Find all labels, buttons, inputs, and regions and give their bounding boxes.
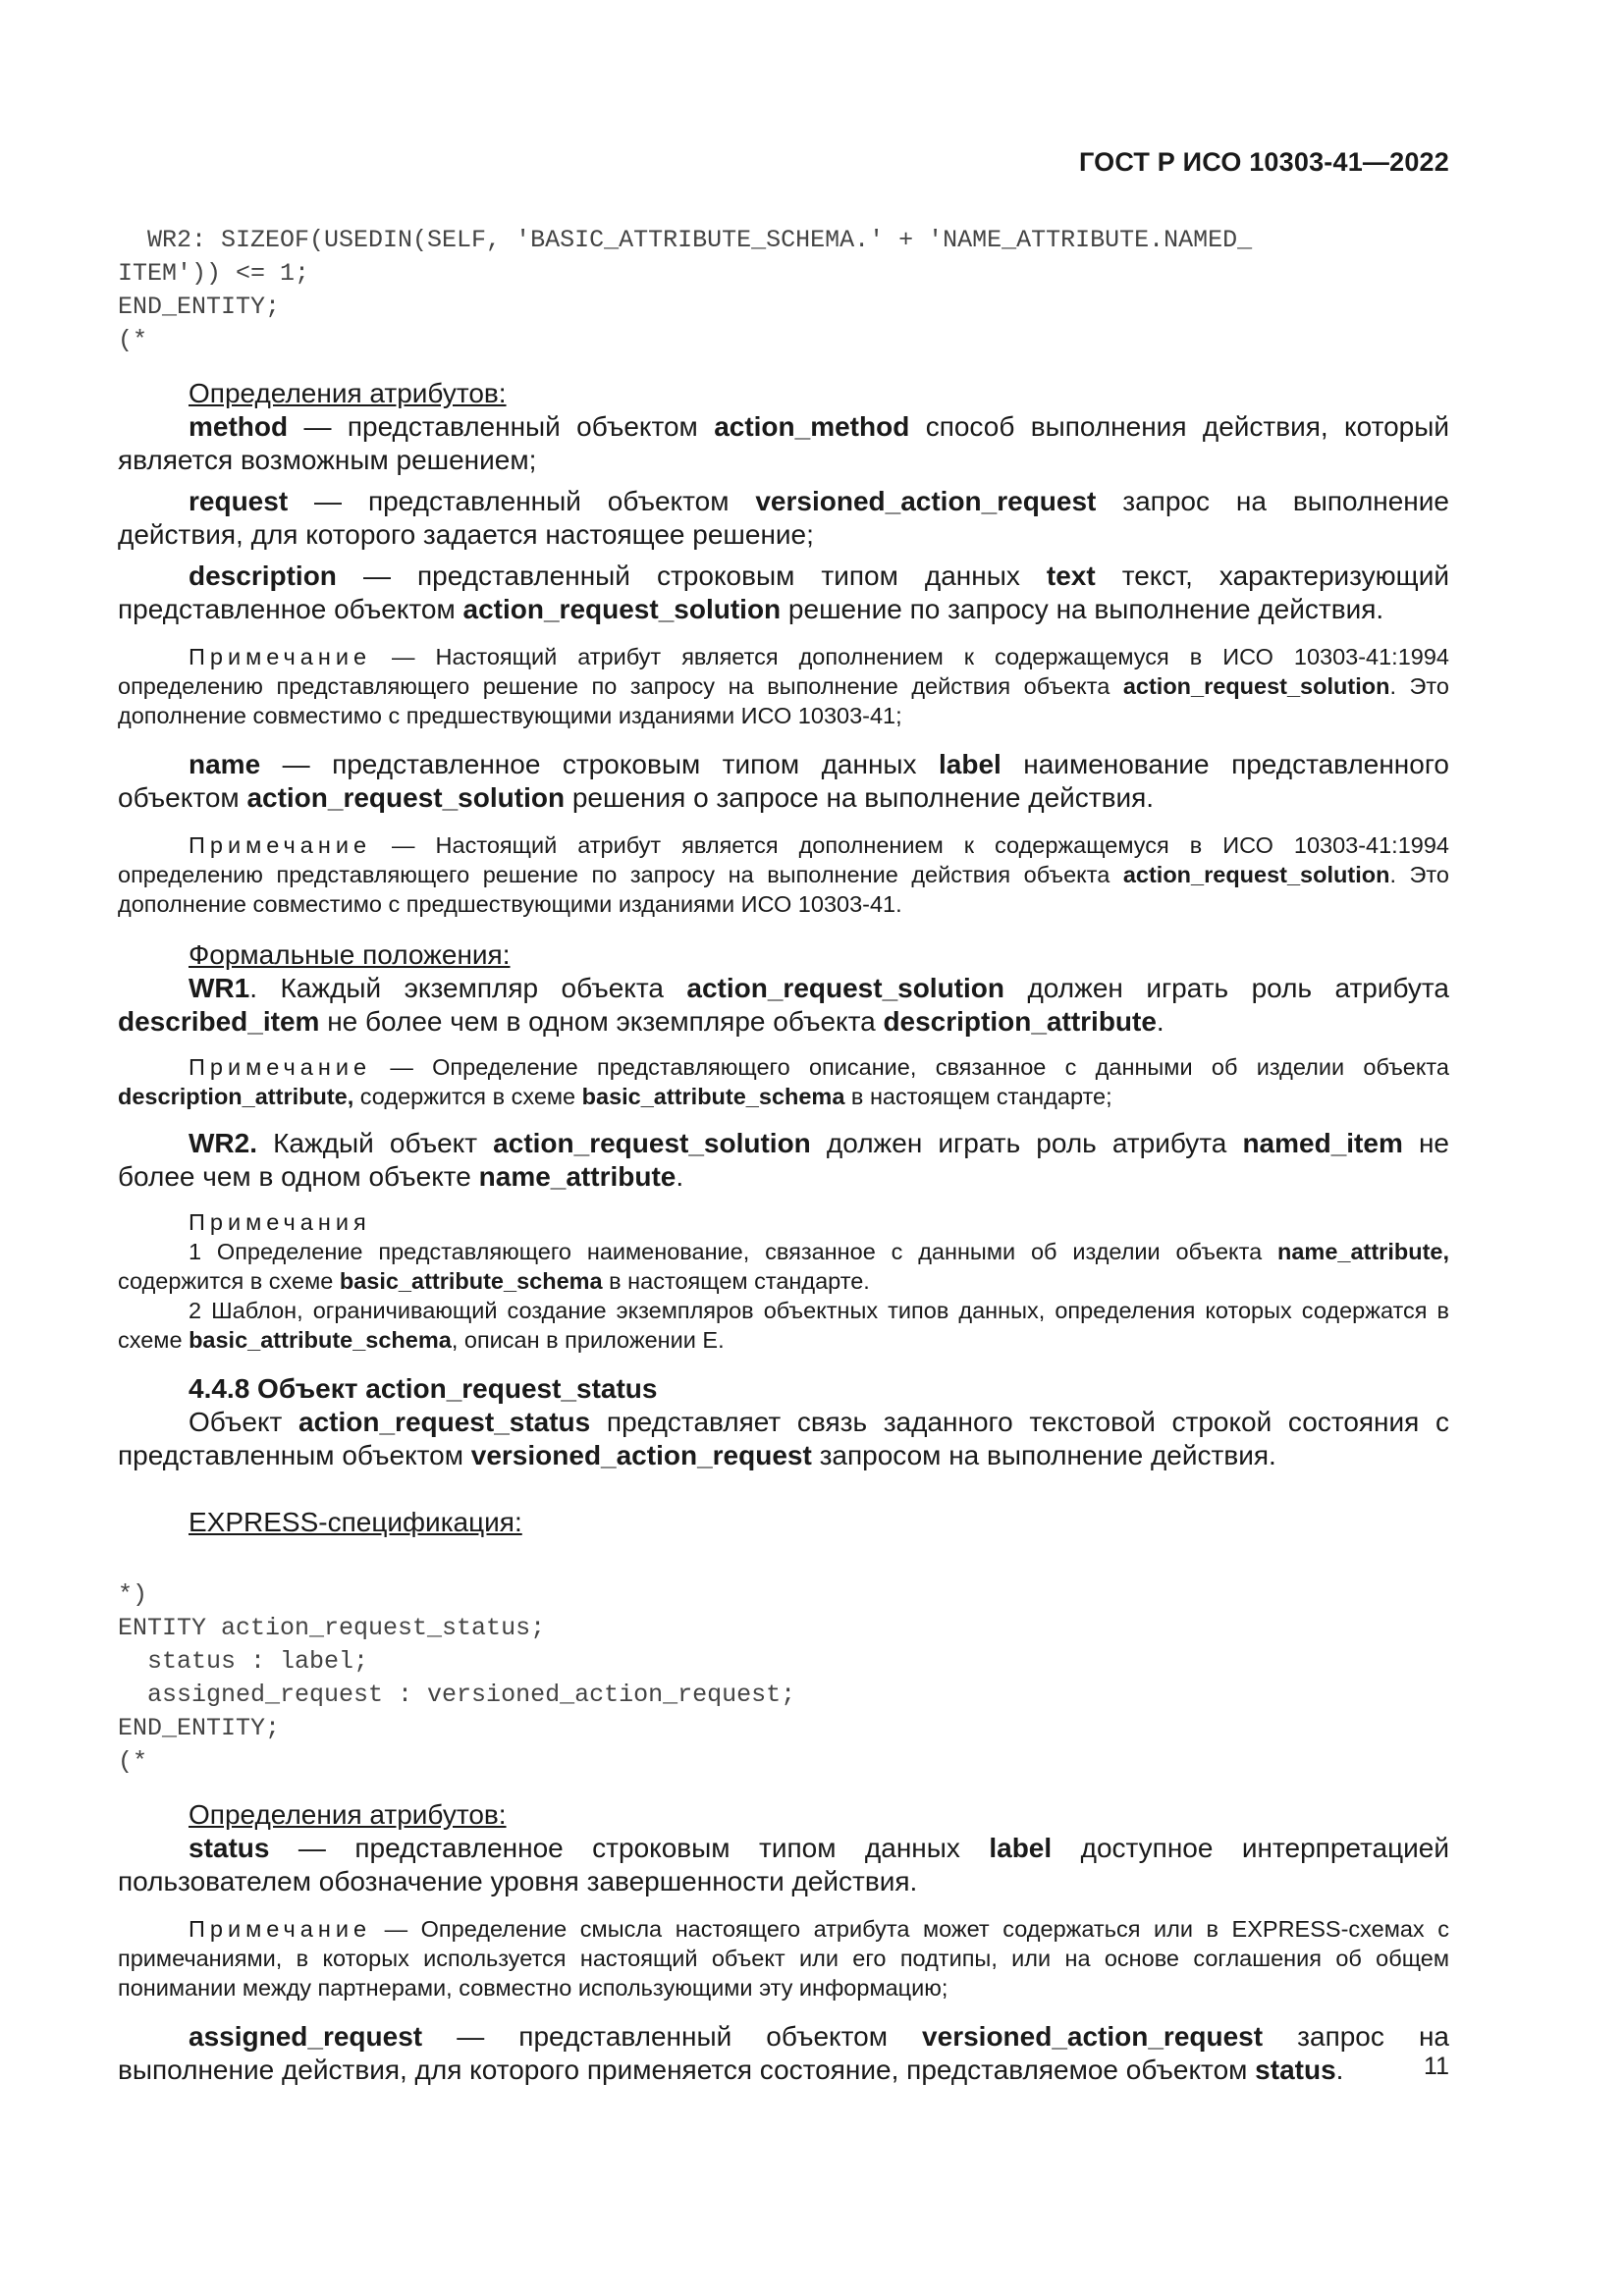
- attr-name: name — представленное строковым типом данных label наименование представленного объектом action_request_solution решения о запросе на выполнение действия.: [118, 749, 1449, 813]
- notes-item-1: 1 Определение представляющего наименование, связанное с данными об изделии объекта name_attribute, содержится в схеме basic_attribute_schema в настоящем стандарте.: [118, 1239, 1449, 1294]
- rule-wr1: WR1. Каждый экземпляр объекта action_request_solution должен играть роль атрибута described_item не более чем в одном экземпляре объекта description_attribute.: [118, 973, 1449, 1037]
- express-spec-heading: EXPRESS-спецификация:: [189, 1507, 522, 1537]
- rule-wr2: WR2. Каждый объект action_request_solution должен играть роль атрибута named_item не более чем в одном объекте name_attribute.: [118, 1128, 1449, 1192]
- code-line: (*: [118, 1747, 148, 1776]
- document-page: [118, 0, 1449, 2296]
- notes-heading: Примечания: [189, 1209, 371, 1235]
- attr-method: method — представленный объектом action_method способ выполнения действия, который является возможным решением;: [118, 411, 1449, 475]
- code-line: WR2: SIZEOF(USEDIN(SELF, 'BASIC_ATTRIBUTE_SCHEMA.' + 'NAME_ATTRIBUTE.NAMED_: [118, 226, 1253, 254]
- code-line: *): [118, 1580, 148, 1609]
- code-block-wr2: [118, 224, 1449, 357]
- note-2: Примечание — Настоящий атрибут является дополнением к содержащемуся в ИСО 10303-41:1994 определению представляющего решение по запросу на выполнение действия объекта action_request_solution. Это дополнение совместимо с предшествующими изданиями ИСО 10303-41.: [118, 832, 1449, 917]
- document-body: [118, 224, 1449, 2087]
- note-3: Примечание — Определение представляющего описание, связанное с данными об изделии объекта description_attribute, содержится в схеме basic_attribute_schema в настоящем стандарте;: [118, 1054, 1449, 1109]
- attr-description: description — представленный строковым типом данных text текст, характеризующий представленное объектом action_request_solution решение по запросу на выполнение действия.: [118, 561, 1449, 624]
- document-header: ГОСТ Р ИСО 10303-41—2022: [1079, 147, 1449, 177]
- attr-status: status — представленное строковым типом данных label доступное интерпретацией пользователем обозначение уровня завершенности действия.: [118, 1833, 1450, 1896]
- attribute-definitions-heading-2: Определения атрибутов:: [189, 1799, 507, 1830]
- code-line: END_ENTITY;: [118, 1714, 281, 1742]
- code-line: ENTITY action_request_status;: [118, 1614, 546, 1642]
- code-line: (*: [118, 326, 148, 354]
- notes-item-2: 2 Шаблон, ограничивающий создание экземпляров объектных типов данных, определения которых содержатся в схеме basic_attribute_schema, описан в приложении Е.: [118, 1298, 1449, 1353]
- code-line: END_ENTITY;: [118, 293, 281, 321]
- page-number: 11: [1424, 2053, 1449, 2080]
- code-line: assigned_request : versioned_action_request;: [118, 1681, 796, 1709]
- code-block-entity: [118, 1578, 1449, 1779]
- attribute-definitions-heading: Определения атрибутов:: [189, 378, 507, 408]
- attr-assigned-request: assigned_request — представленный объектом versioned_action_request запрос на выполнение действия, для которого применяется состояние, представляемое объектом status.: [118, 2021, 1449, 2085]
- note-4: Примечание — Определение смысла настоящего атрибута может содержаться или в EXPRESS-схемах с примечаниями, в которых используется настоящий объект или его подтипы, или на основе соглашения об общем понимании между партнерами, совместно использующими эту информацию;: [118, 1916, 1449, 2001]
- code-line: status : label;: [118, 1647, 369, 1676]
- section-paragraph: Объект action_request_status представляет связь заданного текстовой строкой состояния с представленным объектом versioned_action_request запросом на выполнение действия.: [118, 1407, 1449, 1470]
- section-heading: 4.4.8 Объект action_request_status: [189, 1373, 658, 1404]
- note-1: Примечание — Настоящий атрибут является дополнением к содержащемуся в ИСО 10303-41:1994 определению представляющего решение по запросу на выполнение действия объекта action_request_solution. Это дополнение совместимо с предшествующими изданиями ИСО 10303-41;: [118, 644, 1449, 728]
- code-line: ITEM')) <= 1;: [118, 259, 310, 288]
- attr-request: request — представленный объектом versioned_action_request запрос на выполнение действия, для которого задается настоящее решение;: [118, 486, 1449, 550]
- formal-propositions-heading: Формальные положения:: [189, 939, 511, 970]
